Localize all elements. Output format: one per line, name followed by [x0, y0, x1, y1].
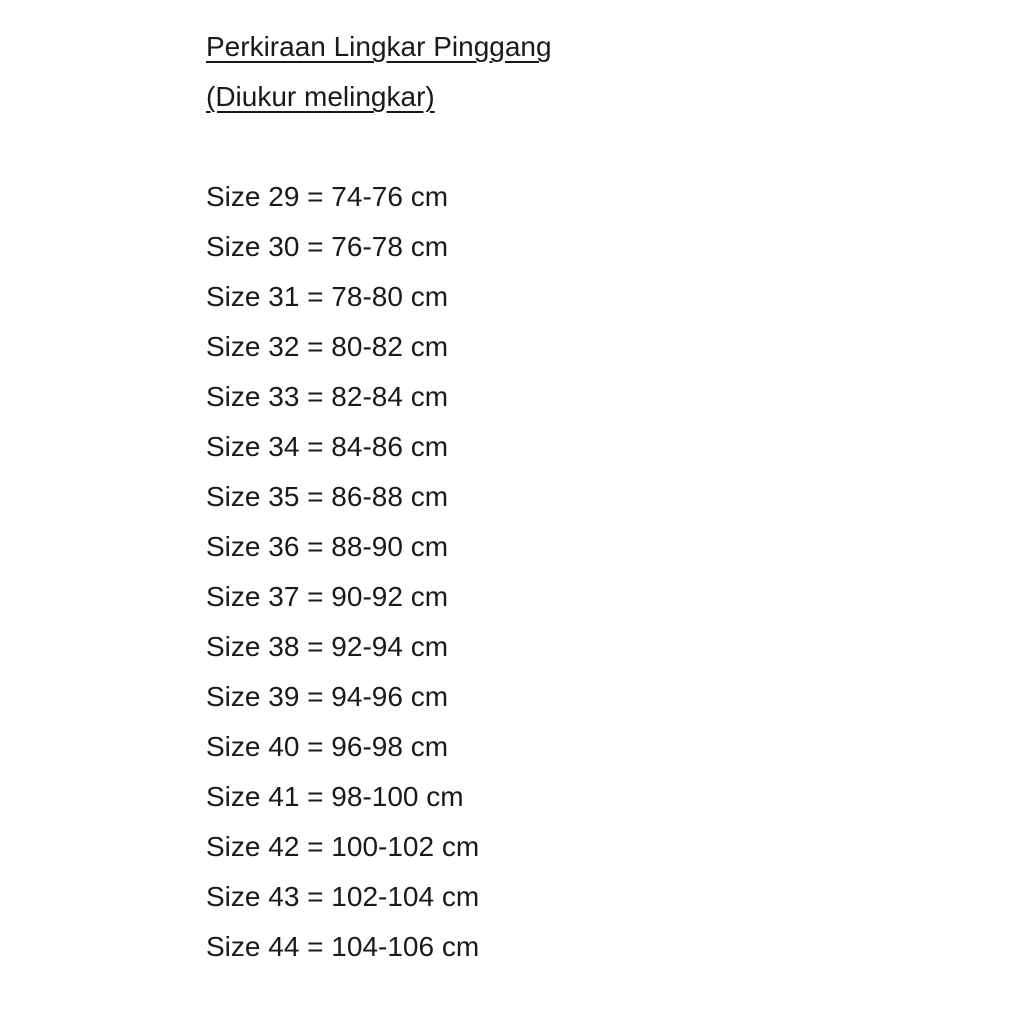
size-row: Size 33 = 82-84 cm	[206, 381, 449, 412]
size-chart-document	[206, 22, 552, 972]
size-row: Size 35 = 86-88 cm	[206, 481, 449, 512]
blank-line	[206, 122, 552, 172]
size-row: Size 40 = 96-98 cm	[206, 731, 449, 762]
size-row: Size 36 = 88-90 cm	[206, 531, 449, 562]
size-row: Size 29 = 74-76 cm	[206, 181, 449, 212]
size-row: Size 32 = 80-82 cm	[206, 331, 449, 362]
size-row: Size 38 = 92-94 cm	[206, 631, 449, 662]
size-row: Size 31 = 78-80 cm	[206, 281, 449, 312]
size-row: Size 39 = 94-96 cm	[206, 681, 449, 712]
size-row: Size 37 = 90-92 cm	[206, 581, 449, 612]
size-row: Size 44 = 104-106 cm	[206, 931, 480, 962]
size-row: Size 30 = 76-78 cm	[206, 231, 449, 262]
document-title: Perkiraan Lingkar Pinggang	[206, 31, 552, 62]
size-row: Size 43 = 102-104 cm	[206, 881, 480, 912]
document-subtitle: (Diukur melingkar)	[206, 81, 435, 112]
size-list	[206, 172, 552, 972]
size-row: Size 42 = 100-102 cm	[206, 831, 480, 862]
size-row: Size 34 = 84-86 cm	[206, 431, 449, 462]
size-row: Size 41 = 98-100 cm	[206, 781, 464, 812]
